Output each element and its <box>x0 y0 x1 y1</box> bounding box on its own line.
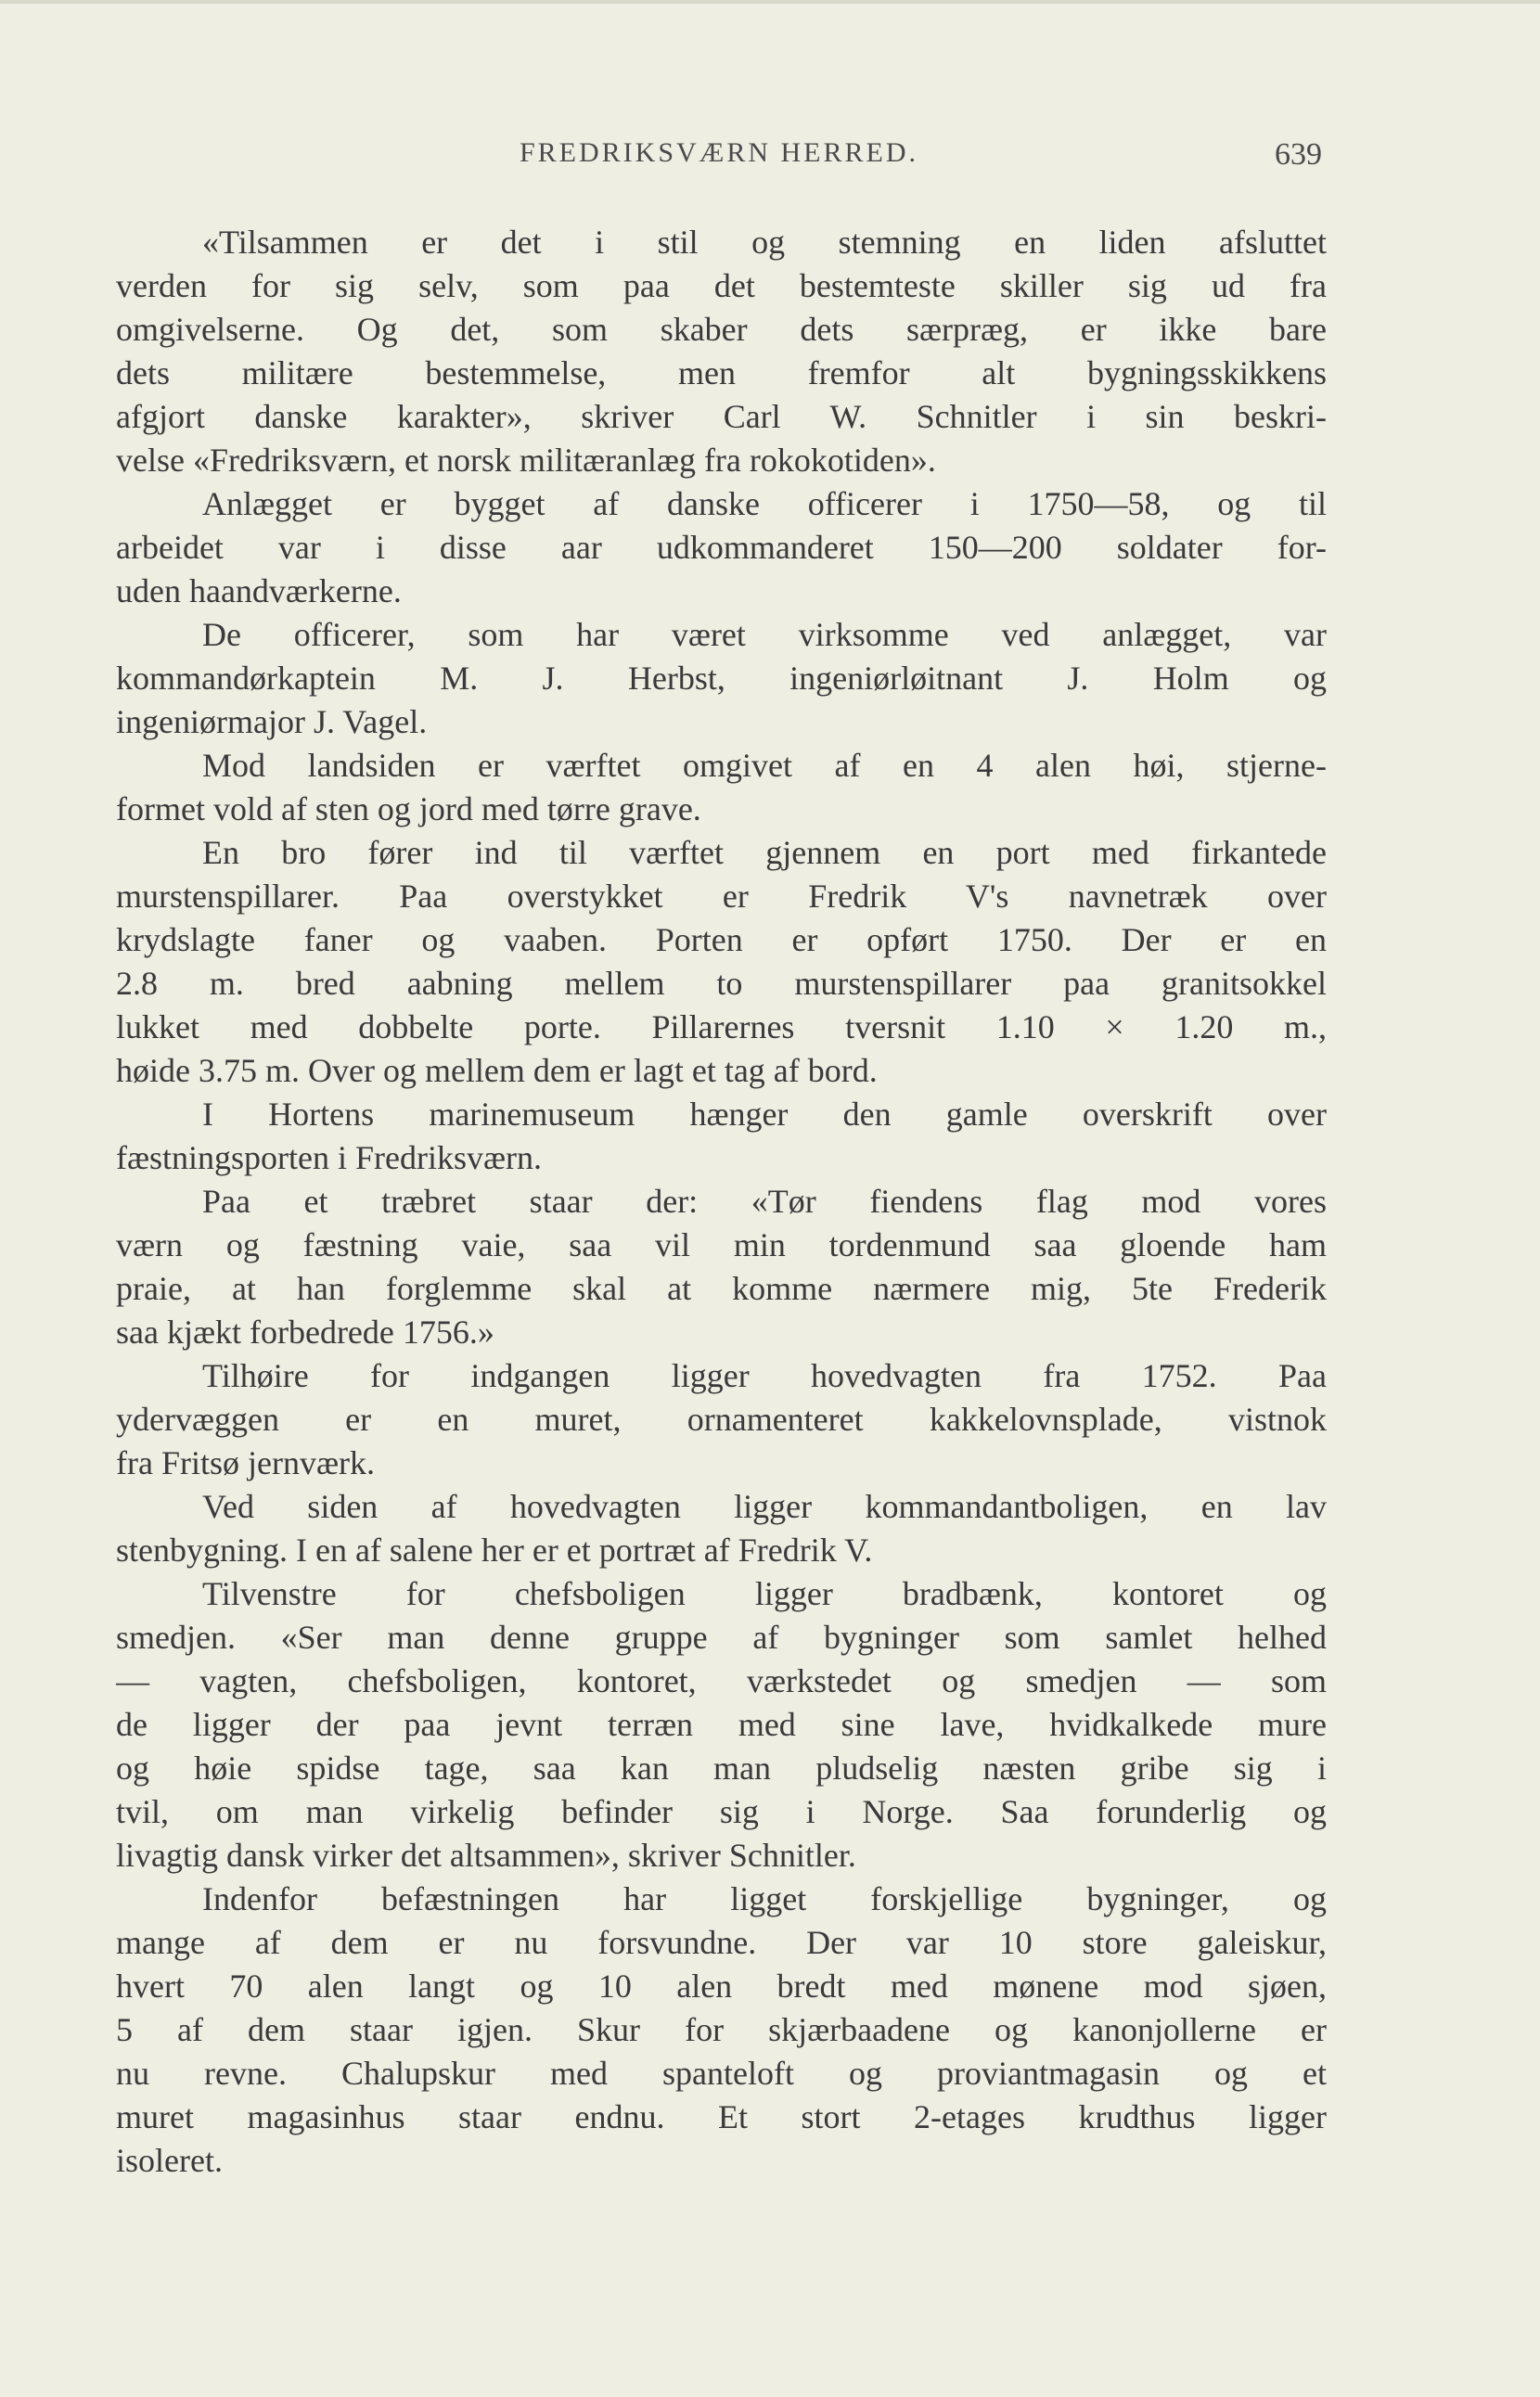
text-line: afgjort danske karakter», skriver Carl W. Schnitler i sin beskri- <box>116 398 1327 435</box>
text-line: I Hortens marinemuseum hænger den gamle overskrift over <box>202 1096 1327 1133</box>
text-line: saa kjækt forbedrede 1756.» <box>116 1314 494 1351</box>
text-line: kommandørkaptein M. J. Herbst, ingeniørløitnant J. Holm og <box>116 660 1327 697</box>
text-line: hvert 70 alen langt og 10 alen bredt med mønene mod sjøen, <box>116 1968 1327 2005</box>
text-line: De officerer, som har været virksomme ved anlægget, var <box>202 616 1327 653</box>
text-line: arbeidet var i disse aar udkommanderet 150—200 soldater for- <box>116 529 1327 566</box>
text-line: de ligger der paa jevnt terræn med sine lave, hvidkalkede mure <box>116 1706 1327 1743</box>
page-number: 639 <box>1275 137 1322 172</box>
text-line: høide 3.75 m. Over og mellem dem er lagt et tag af bord. <box>116 1052 878 1089</box>
text-line: ydervæggen er en muret, ornamenteret kakkelovnsplade, vistnok <box>116 1401 1327 1438</box>
text-line: 5 af dem staar igjen. Skur for skjærbaadene og kanonjollerne er <box>116 2011 1327 2048</box>
text-line: Ved siden af hovedvagten ligger kommandantboligen, en lav <box>202 1488 1327 1525</box>
text-line: verden for sig selv, som paa det bestemteste skiller sig ud fra <box>116 267 1327 304</box>
page-edge <box>0 0 1540 4</box>
text-line: En bro fører ind til værftet gjennem en port med firkantede <box>202 834 1327 871</box>
text-line: isoleret. <box>116 2142 223 2179</box>
text-line: 2.8 m. bred aabning mellem to murstenspillarer paa granitsokkel <box>116 965 1327 1002</box>
text-line: omgivelserne. Og det, som skaber dets særpræg, er ikke bare <box>116 311 1327 348</box>
text-line: — vagten, chefsboligen, kontoret, værkstedet og smedjen — som <box>116 1662 1327 1699</box>
text-line: tvil, om man virkelig befinder sig i Norge. Saa forunderlig og <box>116 1793 1327 1830</box>
text-line: Indenfor befæstningen har ligget forskjellige bygninger, og <box>202 1880 1327 1917</box>
text-line: Tilvenstre for chefsboligen ligger bradbænk, kontoret og <box>202 1575 1327 1612</box>
text-line: uden haandværkerne. <box>116 572 402 609</box>
text-line: krydslagte faner og vaaben. Porten er opført 1750. Der er en <box>116 921 1327 958</box>
text-line: Paa et træbret staar der: «Tør fiendens flag mod vores <box>202 1183 1327 1220</box>
text-line: ingeniørmajor J. Vagel. <box>116 703 428 740</box>
text-line: Tilhøire for indgangen ligger hovedvagten fra 1752. Paa <box>202 1357 1327 1394</box>
body-text <box>116 221 1327 2183</box>
text-line: «Tilsammen er det i stil og stemning en liden afsluttet <box>202 224 1327 261</box>
text-line: muret magasinhus staar endnu. Et stort 2-etages krudthus ligger <box>116 2098 1327 2135</box>
text-line: mange af dem er nu forsvundne. Der var 10 store galeiskur, <box>116 1924 1327 1961</box>
text-line: stenbygning. I en af salene her er et portræt af Fredrik V. <box>116 1532 873 1569</box>
text-line: og høie spidse tage, saa kan man pludselig næsten gribe sig i <box>116 1750 1327 1787</box>
running-head <box>116 137 1322 174</box>
text-line: formet vold af sten og jord med tørre grave. <box>116 790 701 827</box>
text-line: livagtig dansk virker det altsammen», skriver Schnitler. <box>116 1837 856 1874</box>
text-line: lukket med dobbelte porte. Pillarernes tversnit 1.10 × 1.20 m., <box>116 1008 1327 1045</box>
text-line: værn og fæstning vaie, saa vil min tordenmund saa gloende ham <box>116 1226 1327 1263</box>
text-line: praie, at han forglemme skal at komme nærmere mig, 5te Frederik <box>116 1270 1327 1307</box>
running-title: FREDRIKSVÆRN HERRED. <box>519 137 919 168</box>
text-line: Anlægget er bygget af danske officerer i 1750—58, og til <box>202 485 1327 522</box>
text-line: velse «Fredriksværn, et norsk militæranlæg fra rokokotiden». <box>116 442 936 479</box>
text-line: nu revne. Chalupskur med spanteloft og proviantmagasin og et <box>116 2055 1327 2092</box>
text-line: fra Fritsø jernværk. <box>116 1444 375 1481</box>
text-line: dets militære bestemmelse, men fremfor alt bygningsskikkens <box>116 354 1327 391</box>
text-line: murstenspillarer. Paa overstykket er Fredrik V's navnetræk over <box>116 878 1327 915</box>
text-line: smedjen. «Ser man denne gruppe af bygninger som samlet helhed <box>116 1619 1327 1656</box>
text-line: fæstningsporten i Fredriksværn. <box>116 1139 542 1176</box>
text-line: Mod landsiden er værftet omgivet af en 4 alen høi, stjerne- <box>202 747 1327 784</box>
